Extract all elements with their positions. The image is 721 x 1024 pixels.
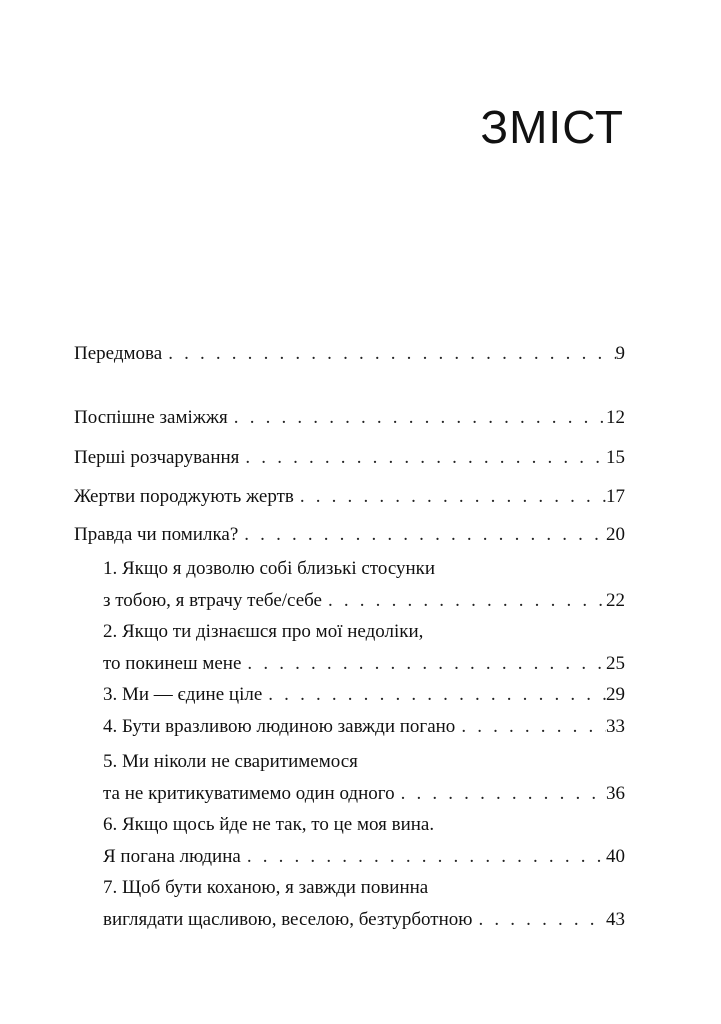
toc-entry[interactable] — [74, 519, 625, 551]
toc-page-number: 29 — [606, 684, 625, 705]
toc-entry-title: з тобою, я втрачу тебе/себе — [103, 590, 322, 611]
toc-entry[interactable] — [74, 442, 625, 474]
toc-entry-title: Перші розчарування — [74, 447, 240, 468]
toc-page-number: 40 — [606, 846, 625, 867]
toc-entry-title: 3. Ми — єдине ціле — [103, 684, 263, 705]
page-title: ЗМІСТ — [480, 101, 624, 153]
toc-subentry[interactable] — [103, 746, 625, 810]
toc-entry-title: Жертви породжують жертв — [74, 486, 294, 507]
toc-entry-title: 4. Бути вразливою людиною завжди погано — [103, 716, 456, 737]
toc-subentry[interactable] — [103, 679, 625, 711]
toc-subentry[interactable] — [103, 711, 625, 743]
toc-entry-title: Я погана людина — [103, 846, 241, 867]
toc-page-number: 25 — [606, 653, 625, 674]
dot-leader — [472, 904, 606, 936]
dot-leader — [322, 585, 606, 617]
toc-entry-title: Правда чи помилка? — [74, 524, 239, 545]
toc-entry-title-line1: 7. Щоб бути коханою, я завжди повинна — [103, 877, 429, 898]
dot-leader — [455, 711, 606, 743]
dot-leader — [239, 442, 606, 474]
toc-page-number: 15 — [606, 447, 625, 468]
dot-leader — [395, 778, 606, 810]
toc-entry[interactable] — [74, 402, 625, 434]
toc-page-number: 20 — [606, 524, 625, 545]
dot-leader — [228, 402, 606, 434]
toc-page-number: 12 — [606, 407, 625, 428]
toc-entry-title: то покинеш мене — [103, 653, 242, 674]
toc-page-number: 22 — [606, 590, 625, 611]
toc-entry-title: Передмова — [74, 343, 163, 364]
toc-entry[interactable] — [74, 481, 625, 513]
toc-page-number: 43 — [606, 909, 625, 930]
toc-page-number: 33 — [606, 716, 625, 737]
toc-subentry[interactable] — [103, 553, 625, 617]
toc-entry-title-line1: 2. Якщо ти дізнаєшся про мої недоліки, — [103, 621, 424, 642]
dot-leader — [241, 648, 606, 680]
toc-entry-title: Поспішне заміжжя — [74, 407, 228, 428]
toc-entry-title: та не критикуватимемо один одного — [103, 783, 395, 804]
toc-entry-title: виглядати щасливою, веселою, безтурботною — [103, 909, 473, 930]
toc-page-number: 17 — [606, 486, 625, 507]
dot-leader — [294, 481, 606, 513]
dot-leader — [238, 519, 606, 551]
toc-page-number: 9 — [615, 343, 625, 364]
toc-subentry[interactable] — [103, 616, 625, 680]
toc-subentry[interactable] — [103, 809, 625, 873]
toc-subentry[interactable] — [103, 872, 625, 936]
toc-entry-title-line1: 1. Якщо я дозволю собі близькі стосунки — [103, 558, 436, 579]
toc-entry-title-line1: 6. Якщо щось йде не так, то це моя вина. — [103, 814, 435, 835]
toc-entry[interactable] — [74, 338, 625, 370]
dot-leader — [241, 841, 606, 873]
toc-page-number: 36 — [606, 783, 625, 804]
dot-leader — [262, 679, 606, 711]
toc-entry-title-line1: 5. Ми ніколи не сваритимемося — [103, 751, 358, 772]
dot-leader — [162, 338, 615, 370]
